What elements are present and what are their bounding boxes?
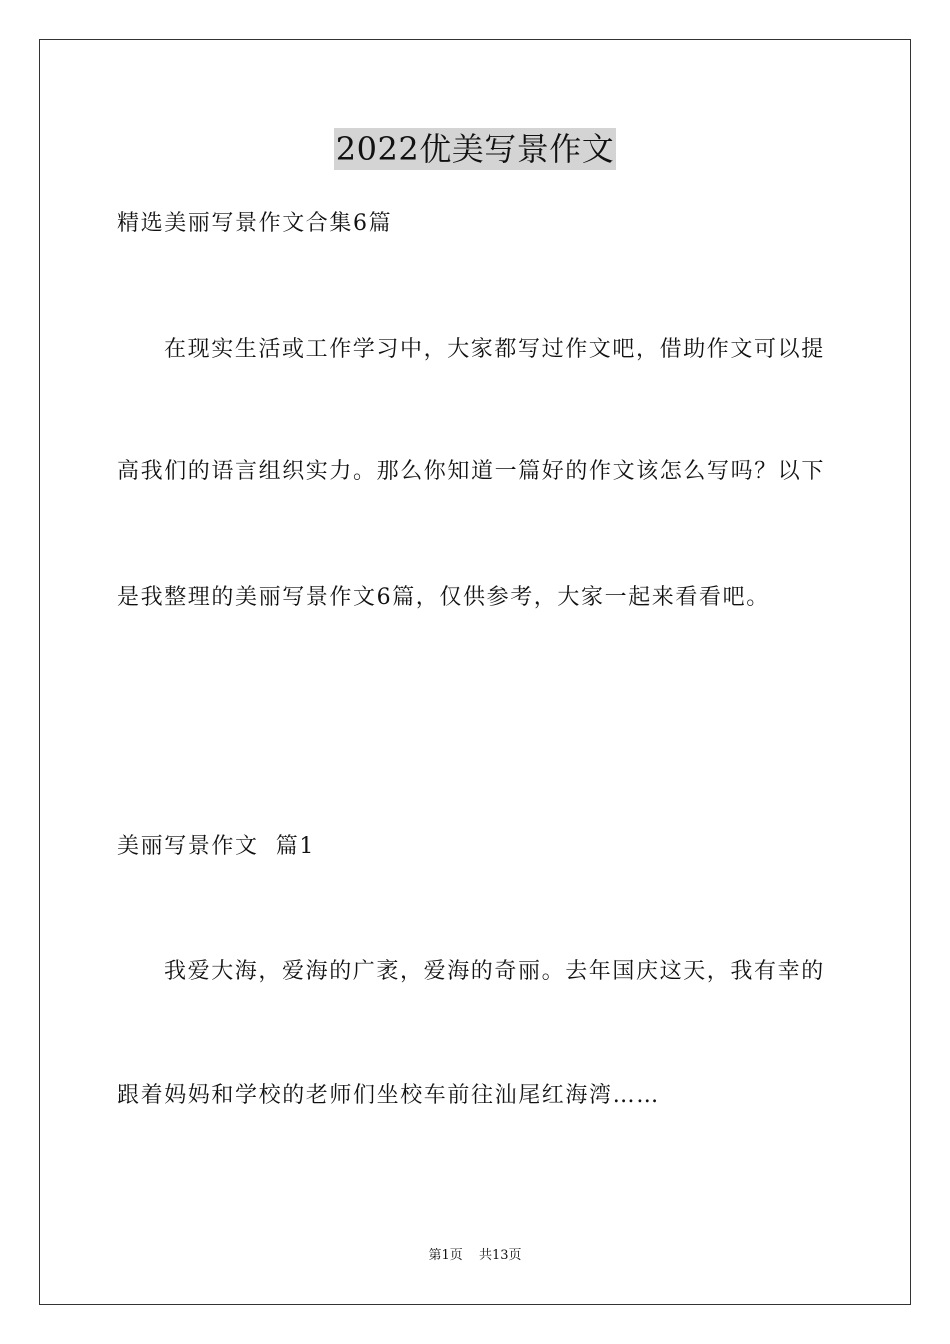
section-line-2: 跟着妈妈和学校的老师们坐校车前往汕尾红海湾……: [117, 1083, 660, 1108]
title-container: [0, 128, 950, 170]
section-heading: 美丽写景作文 篇1: [117, 834, 315, 859]
intro-line-3: 是我整理的美丽写景作文6篇，仅供参考，大家一起来看看吧。: [117, 585, 770, 610]
intro-line-2: 高我们的语言组织实力。那么你知道一篇好的作文该怎么写吗？以下: [117, 459, 826, 484]
document-subtitle: 精选美丽写景作文合集6篇: [117, 211, 393, 236]
page-number-current: 第1页: [428, 1248, 463, 1263]
document-title: 2022优美写景作文: [335, 130, 615, 168]
intro-line-1: 在现实生活或工作学习中，大家都写过作文吧，借助作文可以提: [164, 337, 825, 362]
section-line-1: 我爱大海，爱海的广袤，爱海的奇丽。去年国庆这天，我有幸的: [164, 959, 825, 984]
page-footer: [0, 1247, 950, 1265]
page-number-total: 共13页: [478, 1248, 522, 1263]
